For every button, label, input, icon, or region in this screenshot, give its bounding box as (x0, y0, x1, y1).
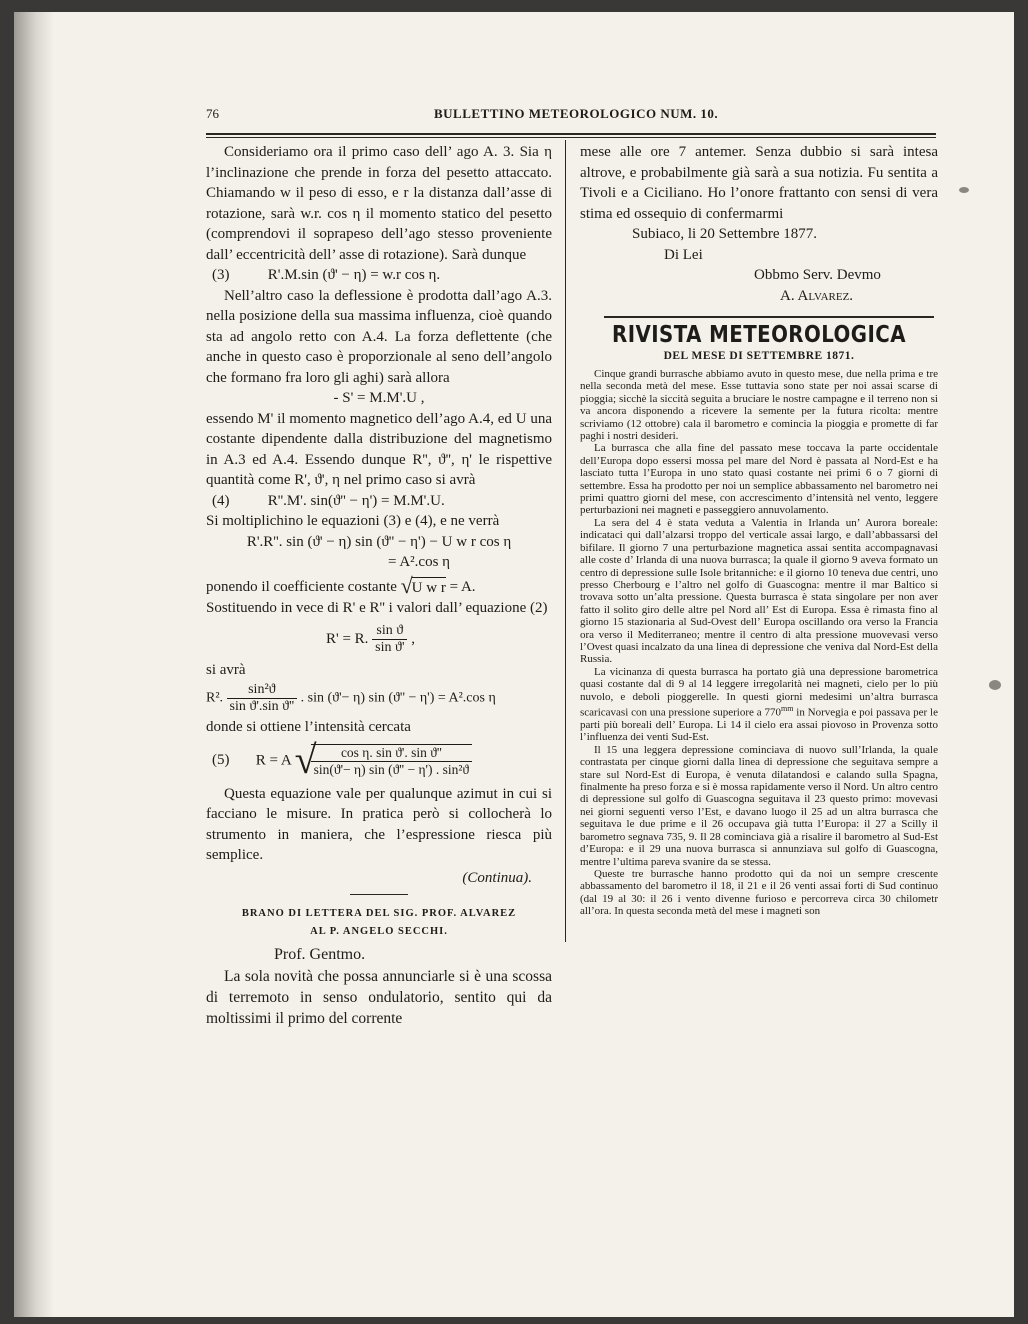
header-rule-thin (206, 137, 936, 138)
paragraph-constant (206, 572, 552, 599)
equation-tail: , (411, 630, 415, 647)
header-rule (206, 133, 936, 135)
paragraph (580, 666, 938, 744)
radicand (311, 744, 472, 778)
paragraph: mese alle ore 7 antemer. Senza dubbio si sarà intesa altrove, e probabilmente già sarà a sua notizia. Fu sentita a Tivoli e a Ciciliano. Ho l’onore frattanto con sensi di vera stima ed ossequio di confermarmi (580, 144, 938, 222)
equation-s: - S' = M.M'.U , (333, 390, 425, 406)
paragraph: La sola novità che possa annunciarle si è una scossa di terremoto in senso ondulatorio, sentito qui da moltissimi il primo del corrente (206, 967, 552, 1027)
equation-4 (206, 491, 552, 512)
denominator: sin ϑ'.sin ϑ'' (227, 698, 298, 715)
text: La vicinanza di questa burrasca ha portato già una depressione barometrica quasi costante dal dì 9 al 14 leggere irregolarità nei magneti, cielo per lo più nuvolo, e deboli pioggerelle. In questi giorni medesimi un’altra burrasca scaricavasi con una pressione superiore a 770 (580, 665, 938, 719)
paragraph: La burrasca che alla fine del passato mese toccava la parte occidentale dell’Europa dopo essersi mossa pel mare del Nord è passata al Nord-Est e ha lasciato tutta l’Europa in uno stato quasi costante nei primi 6 o 7 giorni di settembre. Essa ha prodotto per noi un semplice abbassamento nel barometro nei primi quattro giorni del mese, con accrescimento d’intensità nel vento, leggere perturbazioni nei magneti e passeggiero annuvolamento. (580, 442, 938, 517)
paragraph: si avrà (206, 661, 246, 678)
denominator: sin ϑ' (372, 639, 407, 656)
signature: A. Alvarez. (780, 287, 854, 304)
equation-number: (5) (212, 751, 230, 768)
equation-2 (206, 623, 552, 656)
paragraph: Si moltiplichino le equazioni (3) e (4), e ne verrà (206, 513, 500, 529)
running-title: BULLETTINO METEOROLOGICO NUM. 10. (434, 106, 719, 121)
numerator: sin ϑ (376, 622, 404, 638)
equation-lhs: R' = R. (326, 630, 369, 647)
section-title: RIVISTA METEOROLOGICA (612, 322, 906, 348)
section-subtitle: DEL MESE DI SETTEMBRE 1871. (663, 350, 855, 362)
paragraph: Sostituendo in vece di R' e R'' i valori dall’ equazione (2) (206, 600, 548, 616)
page-header (206, 106, 936, 128)
equation-product: R'.R''. sin (ϑ' − η) sin (ϑ'' − η') − U w r cos η (246, 533, 512, 550)
paragraph: essendo M' il momento magnetico dell’ago A.4, ed U una costante dipendente dalla distribuzione del magnetismo in A.3 ed A.4. Essendo dunque R'', ϑ'', η' le rispettive quantità come R', ϑ', η nel primo caso si avrà (206, 410, 552, 488)
ink-speck (989, 680, 1001, 690)
radicand: U w r (412, 577, 446, 599)
equation-rhs: . sin (ϑ'− η) sin (ϑ'' − η') = A².cos η (300, 690, 496, 706)
equation-number: (3) (212, 267, 230, 283)
text: ponendo il coefficiente costante (206, 578, 397, 595)
left-column (206, 142, 552, 1029)
paragraph: donde si ottiene l’intensità cercata (206, 719, 411, 735)
paragraph: Il 15 una leggera depressione cominciava di nuovo sull’Irlanda, la quale contrastata per cinque giorni dalla linea di depressione che seguitava sempre a stare sul Nord-Est di Europa, è venuta dilatandosi e calando sulla Spagna, finalmente ha preso forza e si è mossa rapidamente verso il Nord. Un altro centro di depressione sul golfo di Guascogna seguitava il 23 questo primo: movevasi nei giorni seguenti verso l’Est, e davano luogo il 25 ad un altra burrasca che seguitava le due prime e il 26 occupava già tutta l’Europa: il 27 a Scilly il barometro segnava 735, 9. Il 28 cominciava già a risalire il barometro al Sud-Est d’Europa: e il 29 una nuova burrasca si annunziava sul golfo di Guascogna, mentre l’ultima pareva svanire da se stessa. (580, 743, 938, 868)
equation-big (206, 682, 552, 715)
denominator: sin(ϑ'− η) sin (ϑ'' − η') . sin²ϑ (311, 761, 472, 778)
paragraph: Consideriamo ora il primo caso dell’ ago A. 3. Sia η l’inclinazione che prende in forza del pesetto attaccato. Chiamando w il peso di esso, e r la distanza dall’asse di rotazione, sarà w.r. cos η il momento statico del pesetto (comprendovi il soprapeso dell’ago stesso proveniente dall’ eccentricità dell’ asse di rotazione). Sarà dunque (206, 144, 552, 263)
letter-heading-line2: AL P. ANGELO SECCHI. (310, 926, 448, 937)
fraction (227, 682, 298, 715)
equation-number: (4) (212, 492, 230, 509)
radical-sign: √ (294, 736, 317, 782)
equation-lhs: R². (206, 690, 224, 706)
letter-heading-line1: BRANO DI LETTERA DEL SIG. PROF. ALVAREZ (241, 908, 517, 919)
ink-speck (959, 187, 969, 193)
equation-product-result: = A².cos η (387, 554, 451, 570)
equation-5 (206, 736, 552, 782)
column-divider (565, 140, 566, 942)
text: = A. (449, 578, 476, 595)
place-date: Subiaco, li 20 Settembre 1877. (632, 226, 817, 242)
equation-body: R'.M.sin (ϑ' − η) = w.r cos η. (267, 267, 441, 283)
equation-3 (206, 265, 552, 286)
separator-rule (350, 894, 408, 895)
paragraph: Questa equazione vale per qualunque azimut in cui si facciano le misure. In pratica però si collocherà lo strumento in maniera, che l’espressione riesca più semplice. (206, 785, 552, 863)
paragraph: Queste tre burrasche hanno prodotto qui da noi un sempre crescente abbassamento del barometro il 18, il 21 e il 26 venti assai forti di Sud continuo (dal 19 al 30: il 26 i vento divenne furioso e percorreva circa 30 chilometr all’ora. In questa seconda metà del mese i magneti son (580, 867, 938, 918)
paragraph: Nell’altro caso la deflessione è prodotta dall’ago A.3. nella posizione della sua massima influenza, cioè quando sta ad angolo retto con A.4. La forza deflettente (che anche in questo caso è proporzionale al seno dell’angolo che formano fra loro gli aghi) sarà allora (206, 287, 552, 386)
scanned-page (14, 12, 1014, 1317)
superscript: mm (780, 703, 794, 713)
sqrt-expression (294, 736, 472, 782)
numerator: sin²ϑ (248, 682, 276, 697)
salutation: Prof. Gentmo. (274, 946, 366, 963)
right-column (580, 142, 938, 918)
equation-body: R''.M'. sin(ϑ'' − η') = M.M'.U. (267, 492, 445, 509)
fraction (311, 745, 472, 778)
paragraph: La sera del 4 è stata veduta a Valentia in Irlanda un’ Aurora boreale: indicataci qui dall’alzarsi troppo del verticale assai largo, e dall’abbassarsi del bifilare. Il giorno 7 una perturbazione magnetica assai sentita accompagnavasi alle coste d’ Irlanda di una nuova burrasca; la quale il giorno 9 aveva formato un centro di depressione sulle Isole britanniche: e il giorno 10 teneva due centri, uno presso Cherbourg e l’altro nel golfo di Guascogna: mentre il mar Baltico si trovava sotto un’alta pressione. Questa burrasca è stata singolare per non aver fatto il solito giro delle altre pel Nord all’ Est di Europa. Essa è rimasta fino al giorno 15 stazionaria al Sud-Ovest dell’ Europa oscillando ora verso la Francia ora verso il Mediterraneo; mentre il centro di alta pressione muovevasi verso l’Ovest quasi incalzato da una linea di depressione che veniva dal Nord-Est della Russia. (580, 516, 938, 666)
fraction (372, 623, 407, 656)
equation-lhs: R = A (255, 751, 291, 768)
sqrt-expression (400, 572, 446, 599)
page-number: 76 (206, 106, 219, 121)
di-lei: Di Lei (664, 246, 703, 263)
closing: Obbmo Serv. Devmo (754, 267, 881, 283)
paragraph: Cinque grandi burrasche abbiamo avuto in questo mese, due nella prima e tre nella seconda metà del mese. Esse tuttavia sono state per noi assai scarse di pioggia; sicchè la siccità seguita a bruciare le nostre campagne e il terreno non si va ancora disponendo a ricevere la semente per la futura ricolta: mentre scriviamo (12 ottobre) cala il barometro e comincia la pioggia e promette di far paghi i nostri desideri. (580, 368, 938, 443)
numerator: cos η. sin ϑ'. sin ϑ'' (340, 744, 442, 760)
radical-sign: √ (400, 572, 413, 598)
text: in Norvegia e poi passava per le parti più boreali dell’ Europa. Li 14 il cielo era assai piovoso in Provenza sotto l’influenza dei venti Sud-Est. (580, 706, 938, 744)
continua-note: (Continua). (462, 869, 532, 886)
book-spine-shadow (14, 12, 54, 1317)
section-rule (604, 316, 934, 318)
